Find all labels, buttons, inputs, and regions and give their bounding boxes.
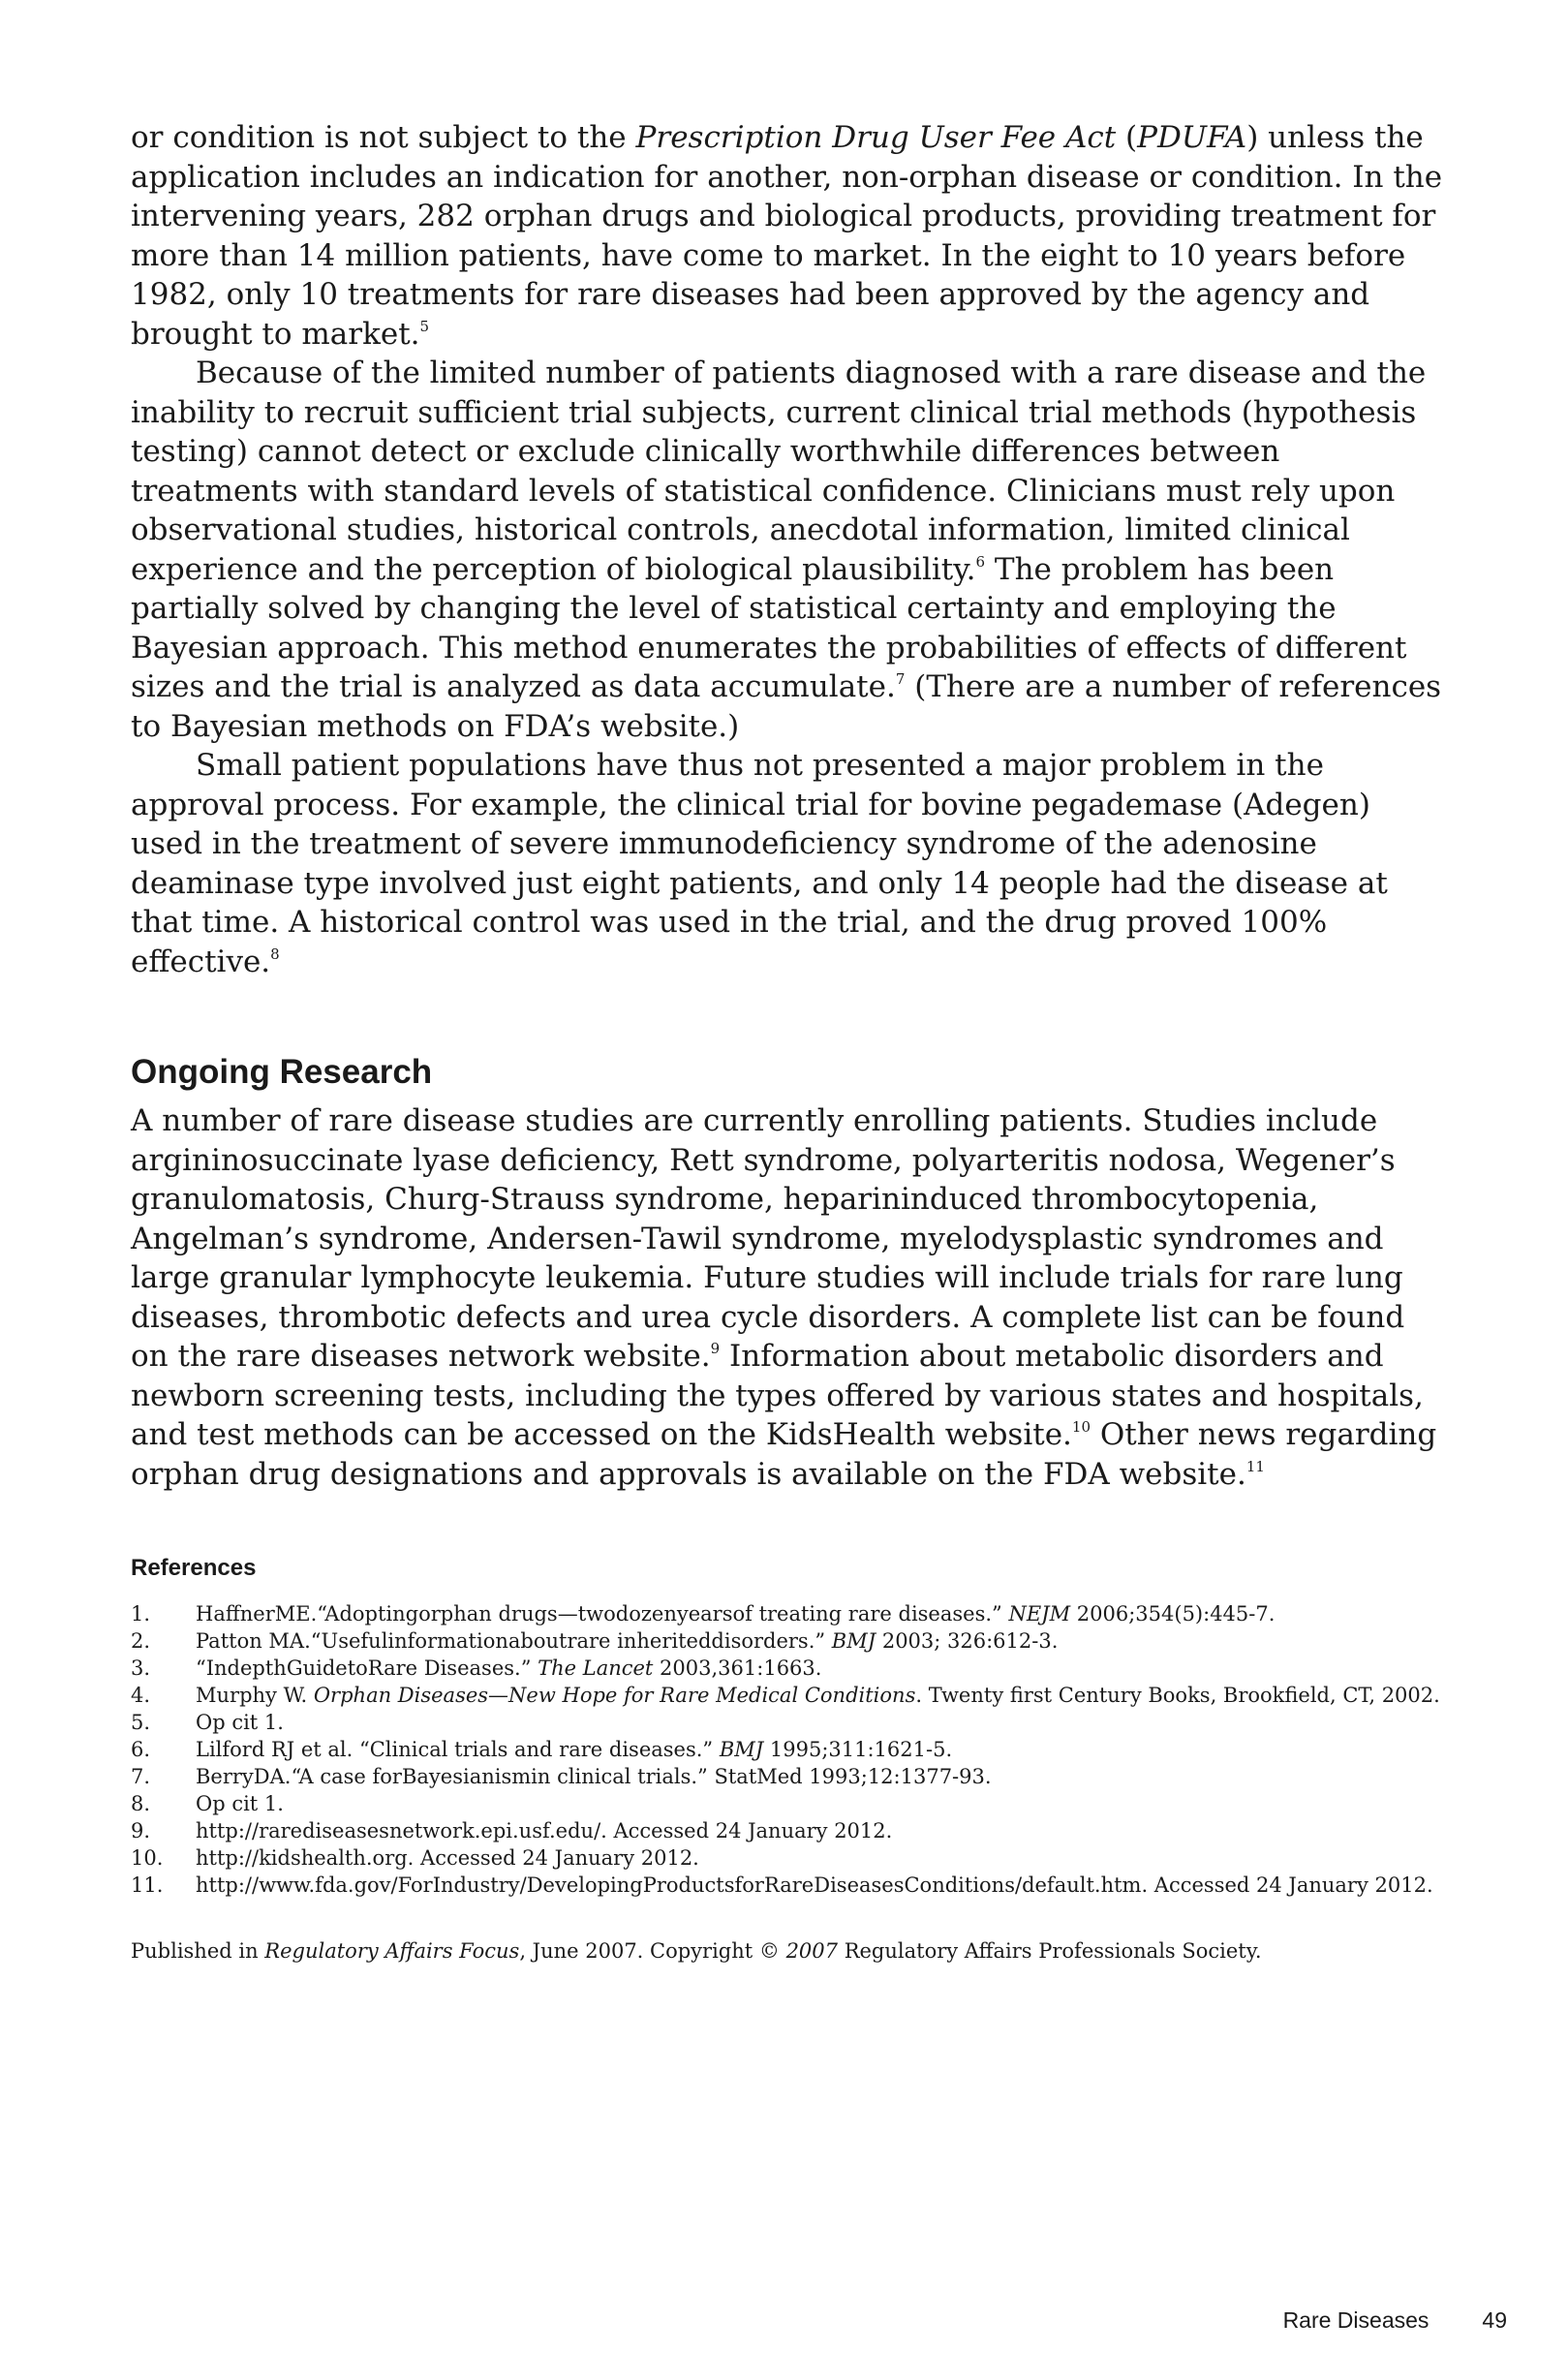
text-run: Other news regarding orphan drug designations and approvals is available on the FDA website. [131, 1417, 1437, 1492]
text-run: HaffnerME.“Adoptingorphan drugs—twodozenyearsof treating rare diseases.” [196, 1602, 1009, 1625]
reference-number: 1. [131, 1602, 151, 1625]
reference-item [131, 1655, 1443, 1682]
reference-item [131, 1763, 1443, 1790]
text-run: (There are a number of references to Bayesian methods on FDA’s website.) [131, 669, 1442, 744]
italic-text: NEJM [1008, 1602, 1071, 1625]
italic-text: PDUFA [1137, 120, 1247, 155]
reference-item [131, 1844, 1443, 1872]
reference-item [131, 1600, 1443, 1627]
reference-item [131, 1736, 1443, 1763]
reference-text [196, 1763, 1443, 1790]
text-run: Op cit 1. [196, 1792, 284, 1815]
text-run: http://www.fda.gov/ForIndustry/DevelopingProductsforRareDiseasesConditions/default.htm. Accessed 24 January 2012. [196, 1873, 1433, 1897]
text-run: ) unless the application includes an indication for another, non-orphan disease or condition. In the intervening years, 282 orphan drugs and biological products, providing treatment for more than 14 million patients, have come to market. In the eight to 10 years before 1982, only 10 treatments for rare diseases had been approved by the agency and brought to market. [131, 120, 1443, 352]
footnote-marker: 6 [975, 552, 986, 571]
references-list [131, 1600, 1443, 1899]
reference-number: 6. [131, 1738, 151, 1761]
reference-text [196, 1736, 1443, 1763]
text-run: Lilford RJ et al. “Clinical trials and rare diseases.” [196, 1738, 720, 1761]
footnote-marker: 5 [419, 317, 430, 335]
text-run: 1995;311:1621-5. [763, 1738, 953, 1761]
reference-text [196, 1655, 1443, 1682]
page-footer [1283, 2307, 1507, 2334]
reference-number: 10. [131, 1846, 164, 1870]
footnote-marker: 10 [1071, 1418, 1091, 1436]
footnote-marker: 8 [270, 944, 280, 963]
italic-text: Prescription Drug User Fee Act [635, 120, 1117, 155]
text-run: Patton MA.“Usefulinformationaboutrare inheriteddisorders.” [196, 1629, 832, 1653]
footer-section-title: Rare Diseases [1282, 2307, 1430, 2333]
paragraph-intro-continued [131, 118, 1443, 354]
italic-text: Regulatory Affairs Focus [264, 1939, 520, 1963]
paragraph-small-populations [131, 354, 1443, 746]
italic-text: Orphan Diseases—New Hope for Rare Medical Conditions [313, 1684, 916, 1707]
reference-number: 8. [131, 1792, 151, 1815]
reference-text [196, 1790, 1443, 1817]
reference-text [196, 1844, 1443, 1872]
reference-item [131, 1682, 1443, 1709]
reference-item [131, 1627, 1443, 1655]
text-run: Op cit 1. [196, 1711, 284, 1734]
reference-number: 5. [131, 1711, 151, 1734]
reference-number: 2. [131, 1629, 151, 1653]
text-run: ( [1116, 120, 1138, 155]
italic-text: BMJ [719, 1738, 764, 1761]
reference-text [196, 1709, 1443, 1736]
reference-number: 3. [131, 1656, 151, 1680]
text-run: or condition is not subject to the [131, 120, 636, 155]
body-paragraphs [131, 118, 1443, 981]
text-run: http://rarediseasesnetwork.epi.usf.edu/. Accessed 24 January 2012. [196, 1819, 893, 1842]
publication-note [131, 1937, 1443, 1965]
text-run: Information about metabolic disorders and newborn screening tests, including the types offered by various states and hospitals, and test methods can be accessed on the KidsHealth website. [131, 1339, 1424, 1452]
reference-item [131, 1872, 1443, 1899]
footnote-marker: 9 [710, 1340, 721, 1357]
text-run: Regulatory Affairs Professionals Society. [838, 1939, 1262, 1963]
italic-text: The Lancet [538, 1656, 654, 1680]
reference-number: 11. [131, 1873, 164, 1897]
text-run: A number of rare disease studies are currently enrolling patients. Studies include argininosuccinate lyase deficiency, Rett syndrome, polyarteritis nodosa, Wegener’s granulomatosis, Churg-Strauss syndrome, heparininduced thrombocytopenia, Angelman’s syndrome, Andersen-Tawil syndrome, myelodysplastic syndromes and large granular lymphocyte leukemia. Future studies will include trials for rare lung diseases, thrombotic defects and urea cycle disorders. A complete list can be found on the rare diseases network website. [131, 1103, 1405, 1374]
text-run: http://kidshealth.org. Accessed 24 January 2012. [196, 1846, 699, 1870]
italic-text: BMJ [831, 1629, 876, 1653]
footnote-marker: 7 [895, 670, 906, 688]
reference-number: 4. [131, 1684, 151, 1707]
text-run: Small patient populations have thus not presented a major problem in the approval process. For example, the clinical trial for bovine pegademase (Adegen) used in the treatment of severe immunodeficiency syndrome of the adenosine deaminase type involved just eight patients, and only 14 people had the disease at that time. A historical control was used in the trial, and the drug proved 100% effective. [131, 748, 1388, 979]
references-heading: References [131, 1555, 257, 1581]
section-heading-ongoing-research: Ongoing Research [131, 1053, 433, 1091]
document-page [131, 118, 1443, 1985]
text-run: Because of the limited number of patients diagnosed with a rare disease and the inability to recruit sufficient trial subjects, current clinical trial methods (hypothesis testing) cannot detect or exclude clinically worthwhile differences between treatments with standard levels of statistical confidence. Clinicians must rely upon observational studies, historical controls, anecdotal information, limited clinical experience and the perception of biological plausibility. [131, 356, 1427, 587]
text-run: The problem has been partially solved by changing the level of statistical certainty and employing the Bayesian approach. This method enumerates the probabilities of effects of different sizes and the trial is analyzed as data accumulate. [131, 551, 1407, 704]
text-run: “IndepthGuidetoRare Diseases.” [196, 1656, 538, 1680]
paragraph-approval-process [131, 746, 1443, 981]
text-run: . Twenty first Century Books, Brookfield, CT, 2002. [915, 1684, 1440, 1707]
reference-text [196, 1682, 1443, 1709]
text-run: , June 2007. Copyright © [519, 1939, 786, 1963]
footnote-marker: 11 [1245, 1457, 1265, 1475]
text-run: 2003; 326:612-3. [876, 1629, 1059, 1653]
text-run: 2006;354(5):445-7. [1070, 1602, 1276, 1625]
reference-text [196, 1600, 1443, 1627]
text-run: Published in [131, 1939, 265, 1963]
reference-item [131, 1790, 1443, 1817]
reference-text [196, 1817, 1443, 1844]
italic-text: 2007 [785, 1939, 839, 1963]
text-run: BerryDA.“A case forBayesianismin clinical trials.” StatMed 1993;12:1377-93. [196, 1765, 992, 1788]
reference-number: 7. [131, 1765, 151, 1788]
reference-text [196, 1627, 1443, 1655]
paragraph-ongoing-research [131, 1101, 1443, 1494]
reference-item [131, 1709, 1443, 1736]
reference-number: 9. [131, 1819, 151, 1842]
reference-text [196, 1872, 1443, 1899]
page-number: 49 [1482, 2307, 1507, 2333]
text-run: Murphy W. [196, 1684, 314, 1707]
reference-item [131, 1817, 1443, 1844]
text-run: 2003,361:1663. [653, 1656, 822, 1680]
